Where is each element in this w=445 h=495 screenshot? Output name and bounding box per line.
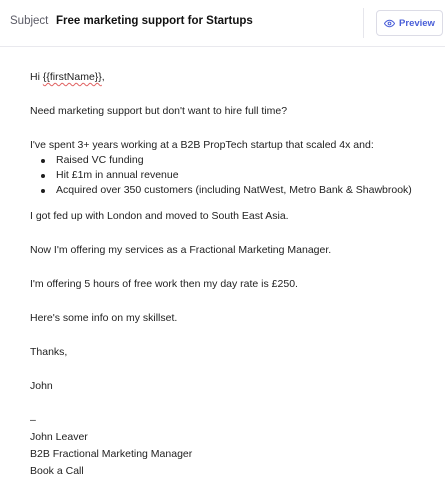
header-divider	[363, 8, 364, 38]
greeting-suffix: ,	[101, 71, 105, 83]
paragraph-2: I've spent 3+ years working at a B2B PropTech startup that scaled 4x and:	[30, 139, 374, 151]
signature-dash: –	[30, 414, 36, 426]
eye-icon	[384, 18, 395, 29]
merge-tag-first-name: {{firstName}}	[42, 71, 102, 83]
sign-off: Thanks,	[30, 346, 68, 358]
greeting-prefix: Hi	[30, 71, 43, 83]
subject-label: Subject	[10, 15, 49, 27]
signature-name: John Leaver	[30, 431, 88, 443]
paragraph-6: Here's some info on my skillset.	[30, 312, 178, 324]
paragraph-1: Need marketing support but don't want to hire full time?	[30, 105, 288, 117]
email-body-editor[interactable]	[30, 70, 440, 479]
signature-title: B2B Fractional Marketing Manager	[30, 448, 193, 460]
paragraph-4: Now I'm offering my services as a Fractional Marketing Manager.	[30, 244, 332, 256]
subject-input[interactable]: Free marketing support for Startups	[56, 15, 253, 27]
book-a-call-link[interactable]: Book a Call	[30, 465, 84, 477]
sender-first-name: John	[30, 380, 53, 392]
subject-bar	[0, 0, 445, 47]
paragraph-3: I got fed up with London and moved to South East Asia.	[30, 210, 289, 222]
paragraph-5: I'm offering 5 hours of free work then my day rate is £250.	[30, 278, 298, 290]
greeting-line	[30, 70, 440, 85]
bullet-list	[30, 153, 440, 198]
preview-button[interactable]	[376, 10, 443, 36]
list-item: Hit £1m in annual revenue	[30, 168, 440, 183]
preview-button-label: Preview	[399, 17, 435, 29]
list-item: Raised VC funding	[30, 153, 440, 168]
list-item: Acquired over 350 customers (including NatWest, Metro Bank & Shawbrook)	[30, 183, 440, 198]
